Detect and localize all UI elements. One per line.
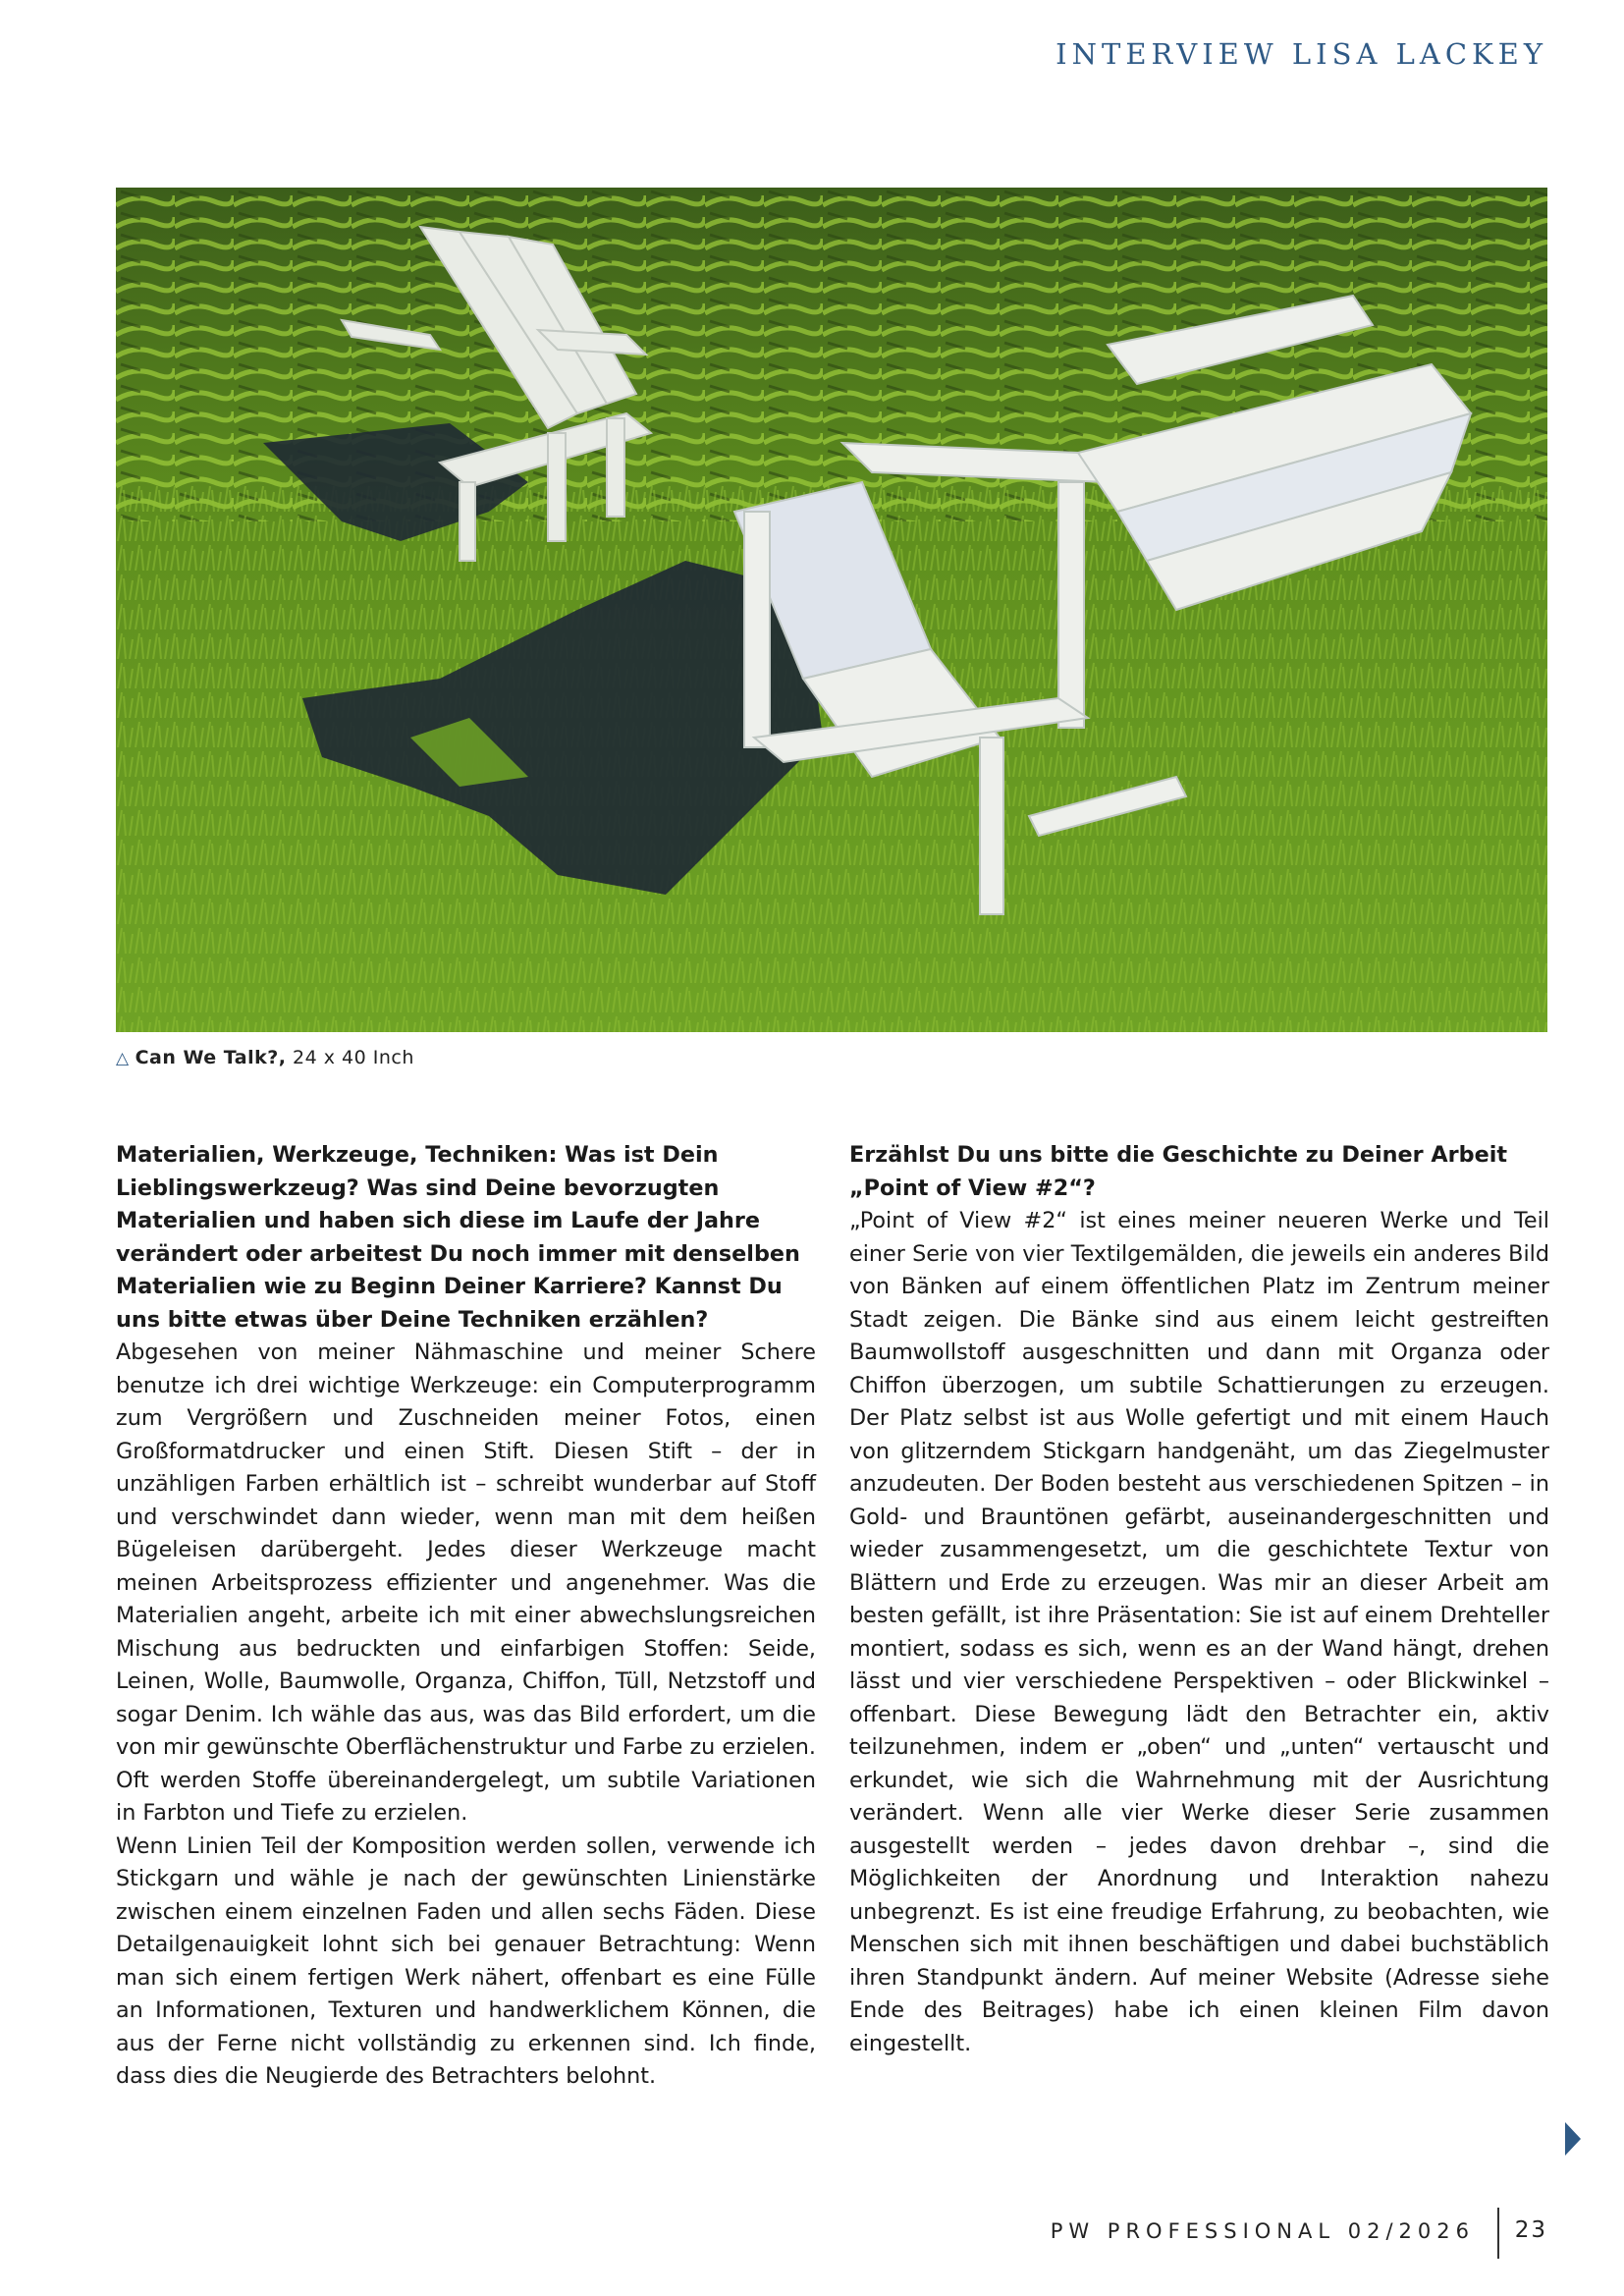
left-column — [116, 1139, 816, 2094]
magazine-footer: PW PROFESSIONAL 02/2026 — [1050, 2219, 1475, 2243]
page-number: 23 — [1514, 2217, 1547, 2243]
artwork-illustration — [116, 188, 1547, 1032]
footer-divider — [1497, 2208, 1499, 2259]
interview-question: Materialien, Werkzeuge, Techniken: Was ist Dein Lieblingswerkzeug? Was sind Deine bevorzugten Materialien und haben sich diese im Laufe der Jahre verändert oder arbeitest Du noch immer mit denselben Materialien wie zu Beginn Deiner Karriere? Kannst Du uns bitte etwas über Deine Techniken erzählen? — [116, 1142, 800, 1333]
artwork-image — [116, 188, 1547, 1032]
next-page-arrow-icon[interactable] — [1565, 2122, 1581, 2156]
triangle-outline-icon: △ — [116, 1049, 130, 1068]
caption-title: Can We Talk?, — [135, 1047, 287, 1068]
answer-paragraph: „Point of View #2“ ist eines meiner neueren Werke und Teil einer Serie von vier Textilgemälden, die jeweils ein anderes Bild von Bänken auf einem öffentlichen Platz im Zentrum meiner Stadt zeigen. Die Bänke sind aus einem leicht gestreiften Baumwollstoff ausgeschnitten und dann mit Organza oder Chiffon überzogen, um subtile Schattierungen zu erzeugen. Der Platz selbst ist aus Wolle gefertigt und mit einem Hauch von glitzerndem Stickgarn handgenäht, um das Ziegelmuster anzudeuten. Der Boden besteht aus verschiedenen Spitzen – in Gold- und Brauntönen gefärbt, auseinandergeschnitten und wieder zusammengesetzt, um die geschichtete Textur von Blättern und Erde zu erzeugen. Was mir an dieser Arbeit am besten gefällt, ist ihre Präsentation: Sie ist auf einem Drehteller montiert, sodass es sich, wenn es an der Wand hängt, drehen lässt und vier verschiedene Perspektiven – oder Blickwinkel – offenbart. Diese Bewegung lädt den Betrachter ein, aktiv teilzunehmen, indem er „oben“ und „unten“ vertauscht und erkundet, wie sich die Wahrnehmung mit der Ausrichtung verändert. Wenn alle vier Werke dieser Serie zusammen ausgestellt werden – jedes davon drehbar –, sind die Möglichkeiten der Anordnung und Interaktion nahezu unbegrenzt. Es ist eine freudige Erfahrung, zu beobachten, wie Menschen sich mit ihnen beschäftigen und dabei buchstäblich ihren Standpunkt ändern. Auf meiner Website (Adresse siehe Ende des Beitrages) habe ich einen kleinen Film davon eingestellt. — [849, 1208, 1549, 2056]
interview-question: Erzählst Du uns bitte die Geschichte zu Deiner Arbeit „Point of View #2“? — [849, 1142, 1508, 1201]
caption-size: 24 x 40 Inch — [286, 1047, 414, 1068]
artwork-caption — [116, 1047, 414, 1068]
answer-paragraph: Abgesehen von meiner Nähmaschine und meiner Schere benutze ich drei wichtige Werkzeuge: ein Computerprogramm zum Vergrößern und Zuschneiden meiner Fotos, einen Großformatdrucker und einen Stift. Diesen Stift – der in unzähligen Farben erhältlich ist – schreibt wunderbar auf Stoff und verschwindet dann wieder, wenn man mit dem heißen Bügeleisen darübergeht. Jedes dieser Werkzeuge macht meinen Arbeitsprozess effizienter und angenehmer. Was die Materialien angeht, arbeite ich mit einer abwechslungsreichen Mischung aus bedruckten und einfarbigen Stoffen: Seide, Leinen, Wolle, Baumwolle, Organza, Chiffon, Tüll, Netzstoff und sogar Denim. Ich wähle das aus, was das Bild erfordert, um die von mir gewünschte Oberflächenstruktur und Farbe zu erzielen. Oft werden Stoffe übereinandergelegt, um subtile Variationen in Farbton und Tiefe zu erzielen. — [116, 1339, 817, 1826]
answer-paragraph: Wenn Linien Teil der Komposition werden sollen, verwende ich Stickgarn und wähle je nach der gewünschten Linienstärke zwischen einem einzelnen Faden und allen sechs Fäden. Diese Detailgenauigkeit lohnt sich bei genauer Betrachtung: Wenn man sich einem fertigen Werk nähert, offenbart es eine Fülle an Informationen, Texturen und handwerklichem Können, die aus der Ferne nicht vollständig zu erkennen sind. Ich finde, dass dies die Neugierde des Betrachters belohnt. — [116, 1832, 816, 2089]
running-header: INTERVIEW LISA LACKEY — [1056, 37, 1547, 71]
right-column — [849, 1139, 1549, 2060]
